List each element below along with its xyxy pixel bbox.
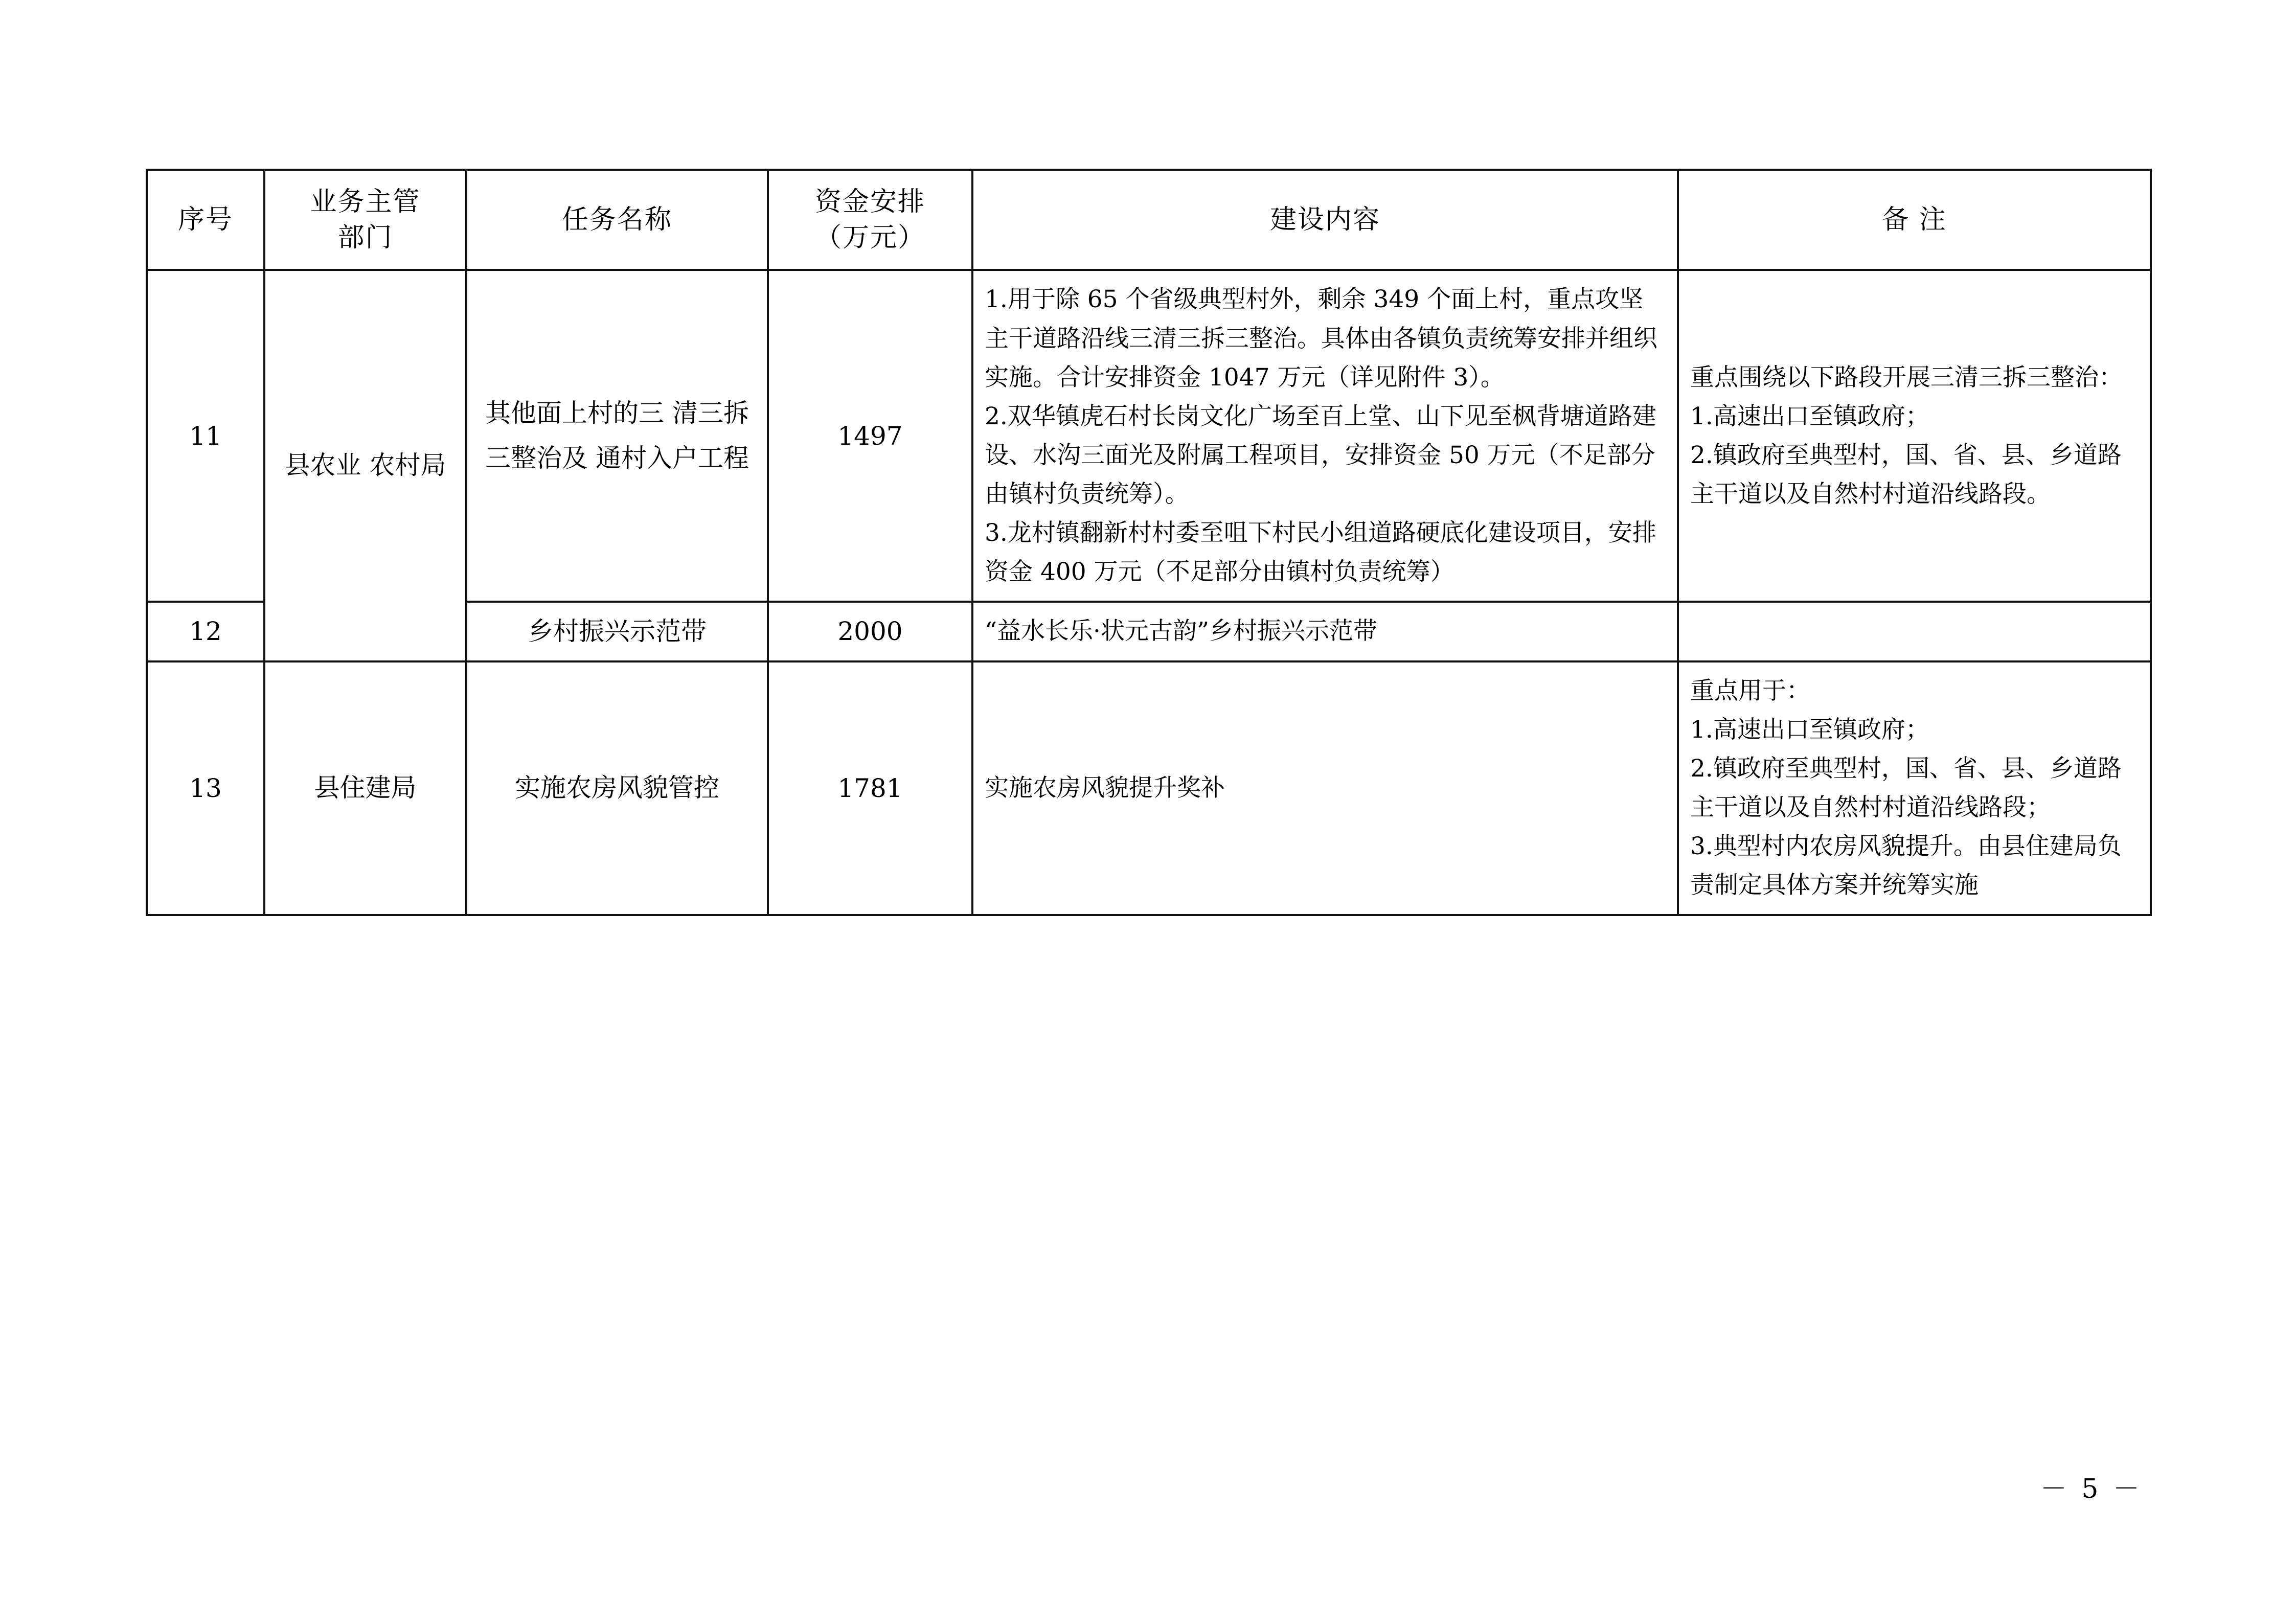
row-13-task: 实施农房风貌管控 <box>466 661 768 916</box>
page-number: － 5 － <box>2040 1474 2143 1504</box>
row-11-task-line2: 清三拆三整治及 <box>485 398 749 473</box>
row-13-fund: 1781 <box>768 661 972 916</box>
row-13-note-item-3: 2.镇政府至典型村，国、省、县、乡道路主干道以及自然村村道沿线路段； <box>1690 754 2122 821</box>
row-13-seq: 13 <box>147 661 264 916</box>
header-department-line1: 业务主管 <box>310 187 421 217</box>
row-11-content <box>972 270 1678 602</box>
row-11-fund: 1497 <box>768 270 972 602</box>
header-fund-line1: 资金安排 <box>814 187 925 217</box>
row-11-note-item-2: 1.高速出口至镇政府； <box>1690 402 1929 430</box>
table-row <box>147 270 2151 602</box>
table-row <box>147 661 2151 916</box>
row-13-department: 县住建局 <box>264 661 466 916</box>
row-13-content-item-1: 实施农房风貌提升奖补 <box>985 773 1225 802</box>
row-11-department-line2: 农村局 <box>369 450 446 481</box>
header-task-name: 任务名称 <box>466 170 768 270</box>
row-13-note-item-4: 3.典型村内农房风貌提升。由县住建局负责制定具体方案并统筹实施 <box>1690 832 2122 900</box>
row-13-note <box>1678 661 2151 916</box>
row-11-department-line1: 县农业 <box>284 450 361 481</box>
row-12-content-item-1: “益水长乐·状元古韵”乡村振兴示范带 <box>985 617 1377 646</box>
row-11-content-item-1: 1.用于除 65 个省级典型村外，剩余 349 个面上村，重点攻坚主干道路沿线三清三拆三整治。具体由各镇负责统筹安排并组织实施。合计安排资金 1047 万元（详见附件 3）。 <box>985 285 1657 392</box>
row-11-task-line1: 其他面上村的三 <box>485 398 665 428</box>
header-seq: 序号 <box>147 170 264 270</box>
row-12-content <box>972 602 1678 661</box>
row-11-note-item-1: 重点围绕以下路段开展三清三拆三整治： <box>1690 363 2123 392</box>
header-fund-line2: （万元） <box>814 222 925 254</box>
row-11-content-item-3: 3.龙村镇翻新村村委至咀下村民小组道路硬底化建设项目，安排资金 400 万元（不足部分由镇村负责统筹） <box>985 519 1656 586</box>
row-11-seq: 11 <box>147 270 264 602</box>
row-12-task: 乡村振兴示范带 <box>466 602 768 661</box>
row-12-note <box>1678 602 2151 661</box>
row-11-note-item-3: 2.镇政府至典型村，国、省、县、乡道路主干道以及自然村村道沿线路段。 <box>1690 441 2122 508</box>
header-content: 建设内容 <box>972 170 1678 270</box>
row-11-task <box>466 270 768 602</box>
row-11-content-item-2: 2.双华镇虎石村长岗文化广场至百上堂、山下见至枫背塘道路建设、水沟三面光及附属工程项目，安排资金 50 万元（不足部分由镇村负责统筹）。 <box>985 402 1656 508</box>
row-11-note <box>1678 270 2151 602</box>
header-department-line2: 部门 <box>337 222 393 254</box>
header-department <box>264 170 466 270</box>
row-12-fund: 2000 <box>768 602 972 661</box>
row-13-note-item-2: 1.高速出口至镇政府； <box>1690 715 1929 744</box>
funding-arrangement-table <box>146 169 2152 916</box>
header-note: 备 注 <box>1678 170 2151 270</box>
row-12-seq: 12 <box>147 602 264 661</box>
row-13-note-item-1: 重点用于： <box>1690 676 1810 705</box>
header-fund <box>768 170 972 270</box>
row-11-task-line3: 通村入户工程 <box>595 443 749 473</box>
row-11-department <box>264 270 466 661</box>
table-header-row <box>147 170 2151 270</box>
row-13-content <box>972 661 1678 916</box>
